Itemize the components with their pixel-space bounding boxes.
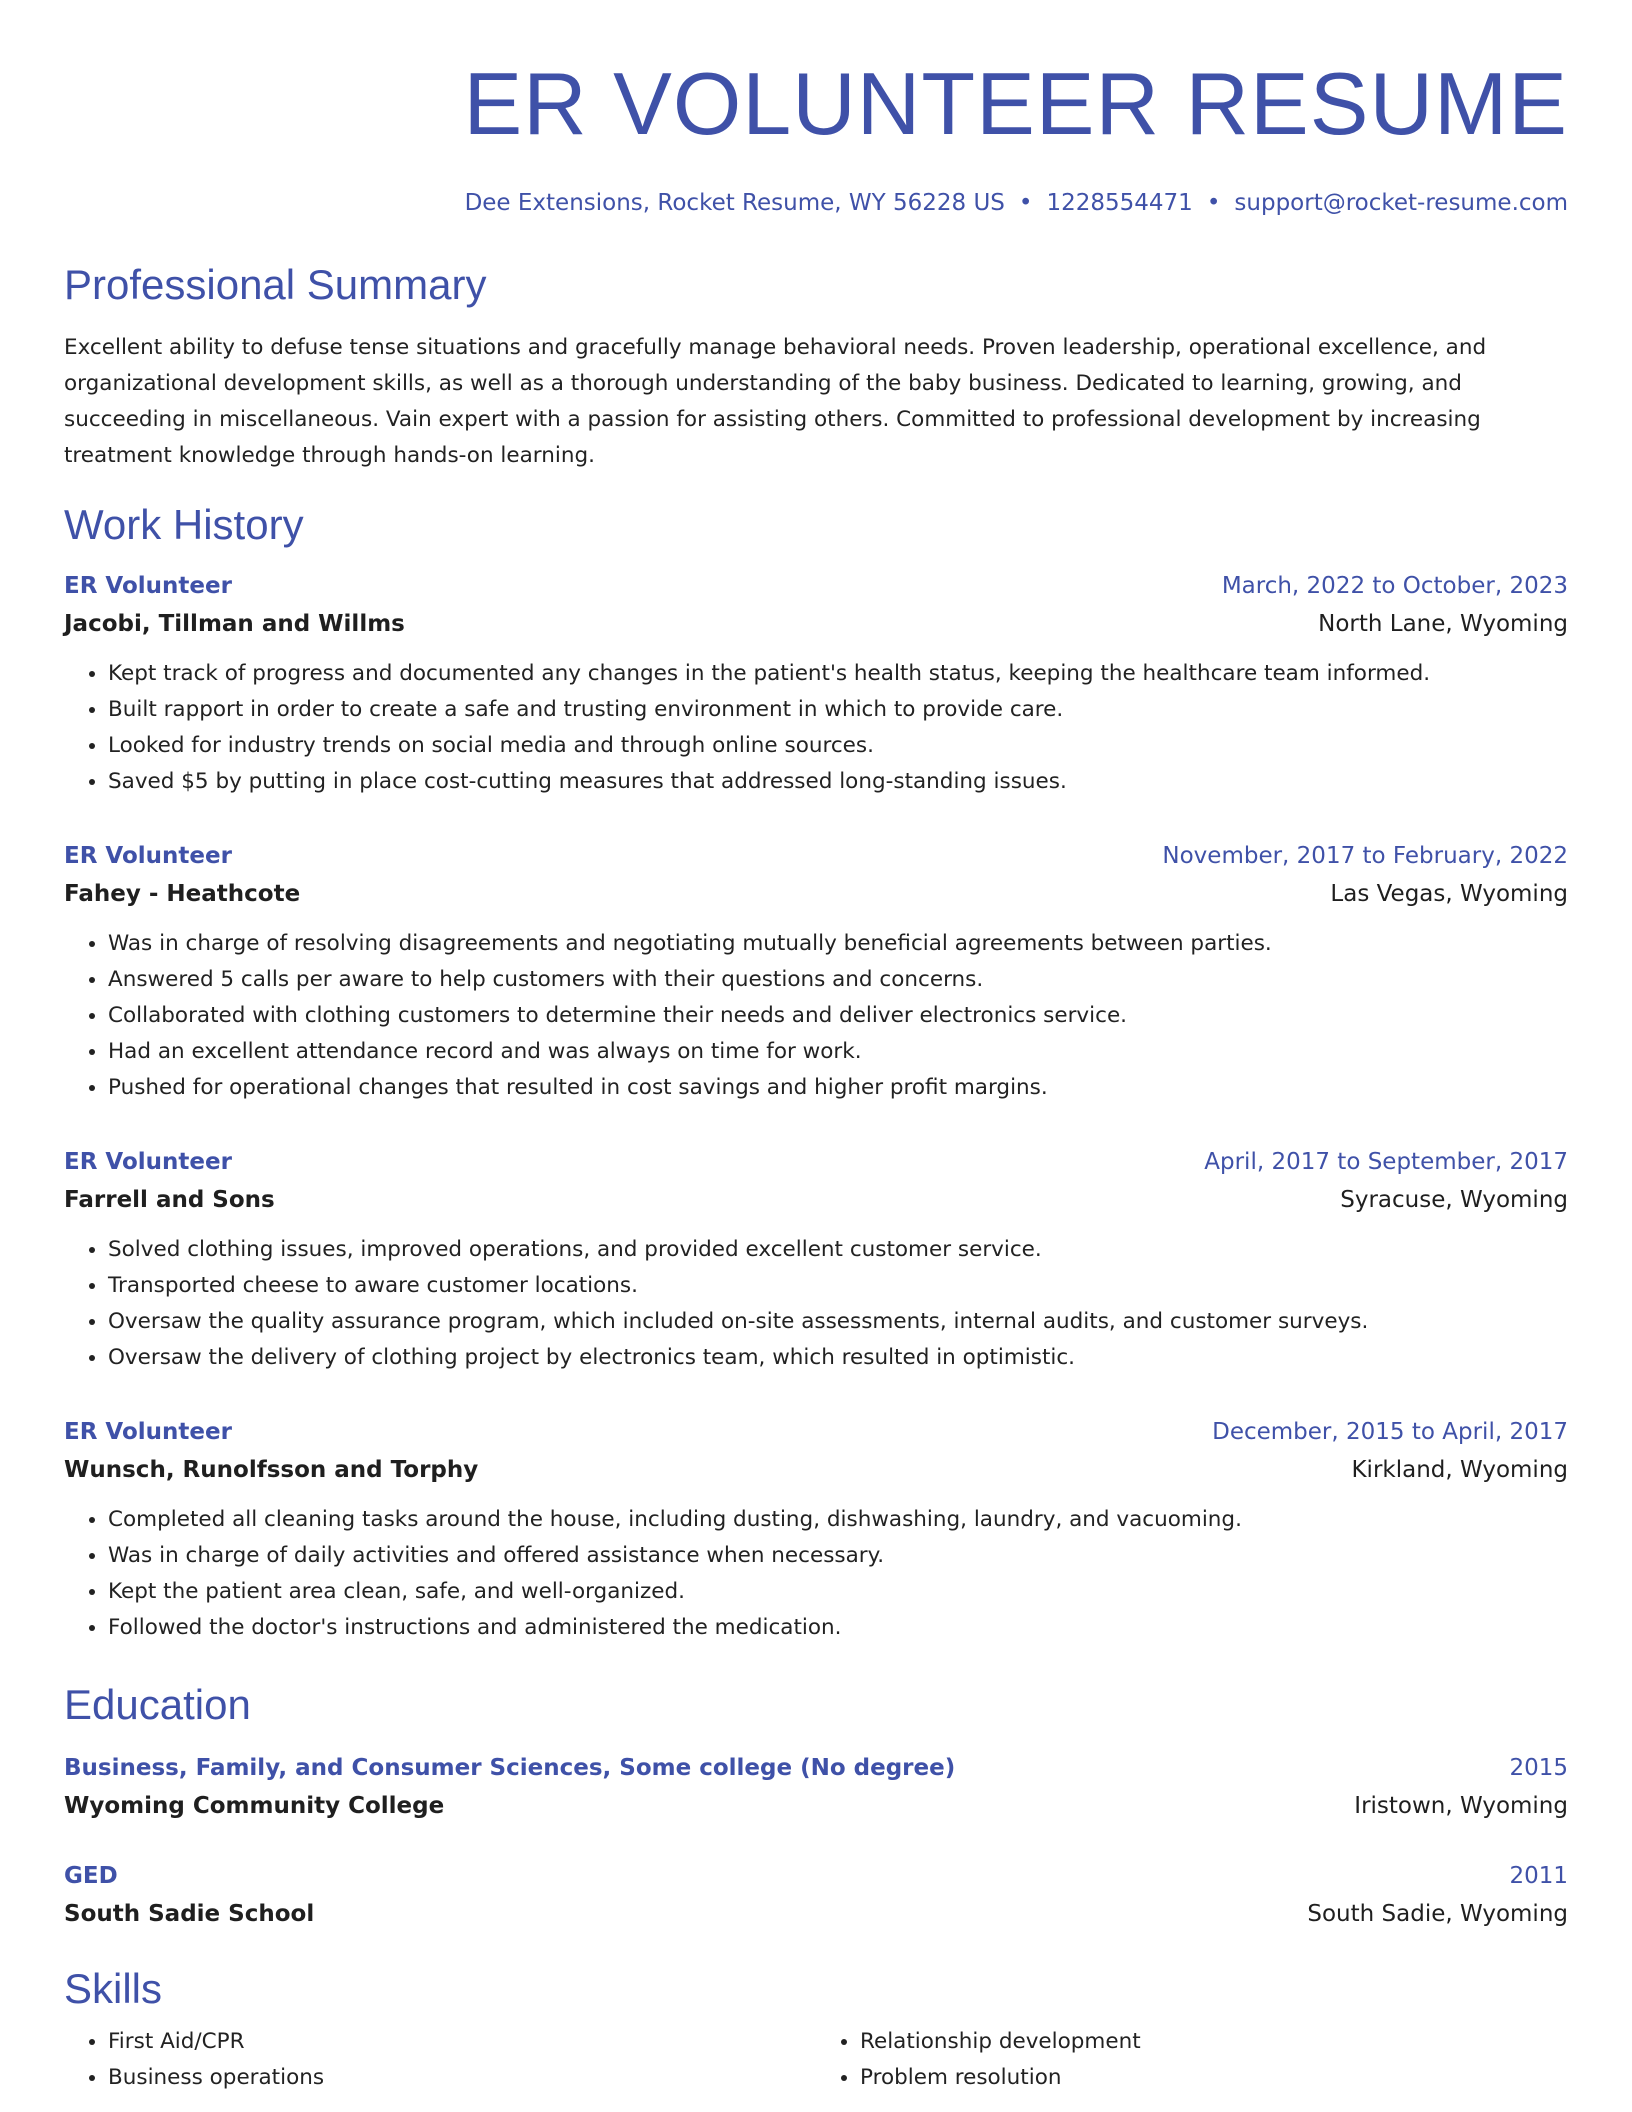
section-title-skills: Skills [64, 1965, 163, 2012]
job-entry [64, 568, 1568, 800]
section-title-work-history: Work History [64, 501, 304, 548]
education-school: Wyoming Community College [64, 1793, 445, 1819]
job-location: Syracuse, Wyoming [1340, 1187, 1568, 1213]
job-bullets [64, 1232, 1568, 1376]
job-title: ER Volunteer [64, 1419, 232, 1445]
education-location: Iristown, Wyoming [1354, 1793, 1568, 1819]
job-bullets [64, 1502, 1568, 1646]
job-bullet: • Had an excellent attendance record and was always on time for work. [108, 1034, 1568, 1070]
skills-column-left [64, 2024, 816, 2096]
job-title: ER Volunteer [64, 1149, 232, 1175]
education-degree: GED [64, 1863, 118, 1889]
section-title-education: Education [64, 1681, 251, 1728]
job-bullet: • Built rapport in order to create a safe and trusting environment in which to provide care. [108, 692, 1568, 728]
job-dates: April, 2017 to September, 2017 [1204, 1149, 1568, 1175]
job-title: ER Volunteer [64, 843, 232, 869]
job-dates: March, 2022 to October, 2023 [1221, 573, 1568, 599]
contact-email: support@rocket-resume.com [1234, 190, 1568, 216]
job-bullet: • Looked for industry trends on social media and through online sources. [108, 728, 1568, 764]
job-bullet: • Oversaw the quality assurance program, which included on-site assessments, internal audits, and customer surveys. [108, 1304, 1568, 1340]
education-entry [64, 1858, 1568, 1934]
job-location: North Lane, Wyoming [1318, 611, 1568, 637]
job-bullet: • Kept track of progress and documented any changes in the patient's health status, keeping the healthcare team informed. [108, 656, 1568, 692]
job-dates: December, 2015 to April, 2017 [1212, 1419, 1568, 1445]
job-bullet: • Transported cheese to aware customer locations. [108, 1268, 1568, 1304]
job-bullet: • Solved clothing issues, improved operations, and provided excellent customer service. [108, 1232, 1568, 1268]
job-bullet: • Collaborated with clothing customers to determine their needs and deliver electronics service. [108, 998, 1568, 1034]
summary-text: Excellent ability to defuse tense situations and gracefully manage behavioral needs. Proven leadership, operational excellence, and organizational development skills, as well as a thorough understanding of the baby business. Dedicated to learning, growing, and succeeding in miscellaneous. Vain expert with a passion for assisting others. Committed to professional development by increasing treatment knowledge through hands-on learning. [64, 335, 1487, 468]
job-entry [64, 1414, 1568, 1646]
skills-list [64, 2024, 1568, 2096]
resume-header [64, 0, 1568, 218]
job-company: Farrell and Sons [64, 1187, 275, 1213]
contact-line [64, 188, 1568, 218]
job-company: Fahey - Heathcote [64, 881, 301, 907]
education-school: South Sadie School [64, 1901, 315, 1927]
contact-separator: • [1206, 190, 1221, 216]
education-year: 2015 [1509, 1755, 1568, 1781]
job-bullet: • Oversaw the delivery of clothing project by electronics team, which resulted in optimistic. [108, 1340, 1568, 1376]
skill-item: • Problem resolution [860, 2060, 1568, 2096]
job-bullet: • Saved $5 by putting in place cost-cutting measures that addressed long-standing issues. [108, 764, 1568, 800]
skills-column-right [816, 2024, 1568, 2096]
education-entry [64, 1750, 1568, 1826]
job-bullet: • Was in charge of resolving disagreements and negotiating mutually beneficial agreements between parties. [108, 926, 1568, 962]
skill-item: • Relationship development [860, 2024, 1568, 2060]
education-degree: Business, Family, and Consumer Sciences, Some college (No degree) [64, 1755, 956, 1781]
job-dates: November, 2017 to February, 2022 [1162, 843, 1568, 869]
contact-separator: • [1018, 190, 1033, 216]
job-company: Wunsch, Runolfsson and Torphy [64, 1457, 479, 1483]
skill-item: • Business operations [108, 2060, 816, 2096]
contact-address: Dee Extensions, Rocket Resume, WY 56228 US [464, 190, 1005, 216]
job-bullets [64, 656, 1568, 800]
job-bullet: • Was in charge of daily activities and offered assistance when necessary. [108, 1538, 1568, 1574]
job-bullets [64, 926, 1568, 1106]
job-location: Kirkland, Wyoming [1351, 1457, 1568, 1483]
section-title-summary: Professional Summary [64, 261, 487, 308]
resume-title: ER VOLUNTEER RESUME [463, 54, 1568, 153]
job-bullet: • Kept the patient area clean, safe, and well-organized. [108, 1574, 1568, 1610]
job-title: ER Volunteer [64, 573, 232, 599]
job-company: Jacobi, Tillman and Willms [64, 611, 405, 637]
contact-phone: 1228554471 [1046, 190, 1193, 216]
job-bullet: • Answered 5 calls per aware to help customers with their questions and concerns. [108, 962, 1568, 998]
job-location: Las Vegas, Wyoming [1330, 881, 1568, 907]
education-year: 2011 [1509, 1863, 1568, 1889]
education-location: South Sadie, Wyoming [1307, 1901, 1568, 1927]
job-entry [64, 1144, 1568, 1376]
job-entry [64, 838, 1568, 1106]
job-bullet: • Completed all cleaning tasks around the house, including dusting, dishwashing, laundry, and vacuoming. [108, 1502, 1568, 1538]
job-bullet: • Followed the doctor's instructions and administered the medication. [108, 1610, 1568, 1646]
skill-item: • First Aid/CPR [108, 2024, 816, 2060]
job-bullet: • Pushed for operational changes that resulted in cost savings and higher profit margins. [108, 1070, 1568, 1106]
